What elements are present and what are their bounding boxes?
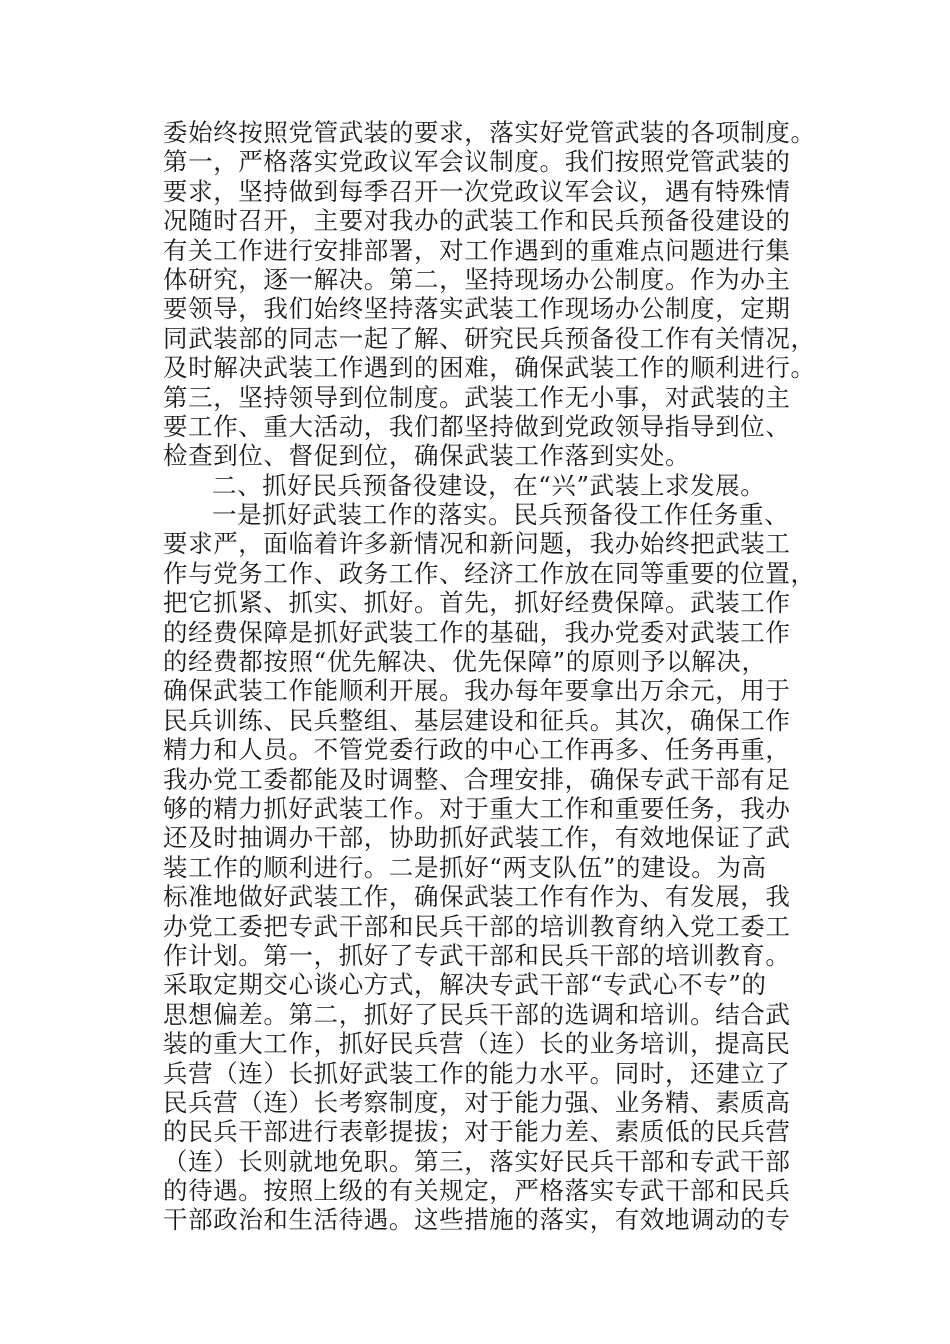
- text-line: 标准地做好武装工作，确保武装工作有作为、有发展，我: [163, 882, 791, 912]
- body-text: [163, 118, 816, 1235]
- text-line: 要领导，我们始终坚持落实武装工作现场办公制度，定期: [163, 294, 791, 324]
- text-line: 第三，坚持领导到位制度。武装工作无小事，对武装的主: [163, 382, 791, 412]
- text-line: 要工作、重大活动，我们都坚持做到党政领导指导到位、: [163, 411, 791, 441]
- text-line: 精力和人员。不管党委行政的中心工作再多、任务再重，: [163, 735, 791, 765]
- text-line: （连）长则就地免职。第三，落实好民兵干部和专武干部: [163, 1146, 791, 1176]
- text-line: 检查到位、督促到位，确保武装工作落到实处。: [163, 441, 691, 471]
- text-line: 体研究，逐一解决。第二，坚持现场办公制度。作为办主: [163, 264, 791, 294]
- text-line: 确保武装工作能顺利开展。我办每年要拿出万余元，用于: [163, 676, 791, 706]
- text-line: 况随时召开，主要对我办的武装工作和民兵预备役建设的: [163, 206, 791, 236]
- text-line: 还及时抽调办干部，协助抓好武装工作，有效地保证了武: [163, 823, 791, 853]
- text-line: 委始终按照党管武装的要求，落实好党管武装的各项制度。: [163, 118, 816, 147]
- text-line: 民兵训练、民兵整组、基层建设和征兵。其次，确保工作: [163, 705, 791, 735]
- text-line: 第一，严格落实党政议军会议制度。我们按照党管武装的: [163, 147, 791, 177]
- text-line: 够的精力抓好武装工作。对于重大工作和重要任务，我办: [163, 793, 791, 823]
- text-line: 装工作的顺利进行。二是抓好“两支队伍”的建设。为高: [163, 852, 767, 882]
- text-line: 要求严，面临着许多新情况和新问题，我办始终把武装工: [163, 529, 791, 559]
- text-line: 采取定期交心谈心方式，解决专武干部“专武心不专”的: [163, 970, 767, 1000]
- text-line: 作计划。第一，抓好了专武干部和民兵干部的培训教育。: [163, 940, 791, 970]
- text-line: 有关工作进行安排部署，对工作遇到的重难点问题进行集: [163, 235, 791, 265]
- text-line: 我办党工委都能及时调整、合理安排，确保专武干部有足: [163, 764, 791, 794]
- text-line: 作与党务工作、政务工作、经济工作放在同等重要的位置，: [163, 558, 816, 588]
- text-line: 同武装部的同志一起了解、研究民兵预备役工作有关情况，: [163, 323, 816, 353]
- text-line: 干部政治和生活待遇。这些措施的落实，有效地调动的专: [163, 1205, 791, 1235]
- text-line: 办党工委把专武干部和民兵干部的培训教育纳入党工委工: [163, 911, 791, 941]
- text-line: 兵营（连）长抓好武装工作的能力水平。同时，还建立了: [163, 1058, 791, 1088]
- text-line: 要求，坚持做到每季召开一次党政议军会议，遇有特殊情: [163, 176, 791, 206]
- text-line: 的经费都按照“优先解决、优先保障”的原则予以解决，: [163, 647, 767, 677]
- text-line: 及时解决武装工作遇到的困难，确保武装工作的顺利进行。: [163, 353, 816, 383]
- text-line: 装的重大工作，抓好民兵营（连）长的业务培训，提高民: [163, 1029, 791, 1059]
- text-line: 的待遇。按照上级的有关规定，严格落实专武干部和民兵: [163, 1176, 791, 1206]
- text-line: 把它抓紧、抓实、抓好。首先，抓好经费保障。武装工作: [163, 588, 791, 618]
- section-heading: 二、抓好民兵预备役建设，在“兴”武装上求发展。: [212, 470, 766, 500]
- text-line: 的经费保障是抓好武装工作的基础，我办党委对武装工作: [163, 617, 791, 647]
- text-line: 民兵营（连）长考察制度，对于能力强、业务精、素质高: [163, 1087, 791, 1117]
- text-line: 的民兵干部进行表彰提拔；对于能力差、素质低的民兵营: [163, 1117, 791, 1147]
- text-line: 一是抓好武装工作的落实。民兵预备役工作任务重、: [212, 500, 790, 530]
- text-line: 思想偏差。第二，抓好了民兵干部的选调和培训。结合武: [163, 999, 791, 1029]
